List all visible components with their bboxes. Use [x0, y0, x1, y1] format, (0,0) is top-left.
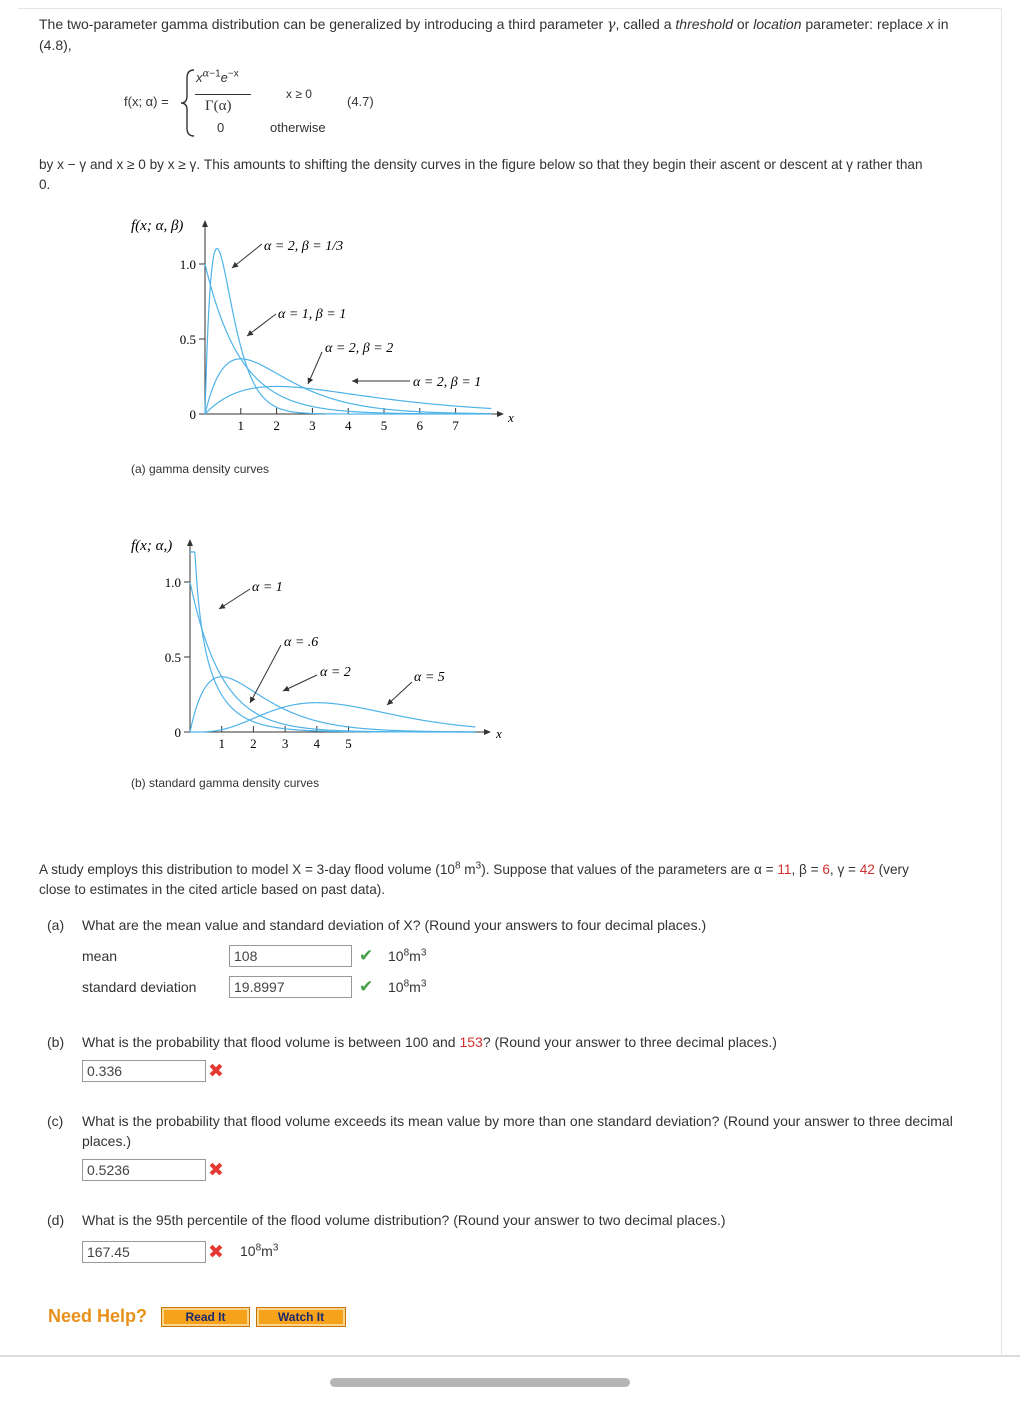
part-b-question [82, 1032, 982, 1052]
x-tick-label: 4 [344, 418, 352, 433]
x-tick-label: 3 [281, 736, 289, 751]
mean-label: mean [82, 948, 118, 964]
annotation-arrow [387, 682, 412, 705]
beta-value: 6 [822, 862, 830, 877]
density-curve-3 [190, 677, 475, 732]
equation-number: (4.7) [347, 94, 374, 109]
part-c-line-1: What is the probability that flood volume exceeds its mean value by more than one standard deviation? (Round your answer to three decimal [82, 1113, 953, 1129]
x-var: x [926, 16, 934, 32]
equation-reference: (4.8), [39, 37, 72, 53]
part-d-question: What is the 95th percentile of the flood volume distribution? (Round your answer to two decimal places.) [82, 1212, 726, 1228]
intro-or: or [736, 16, 750, 32]
part-b-text-a: What is the probability that flood volume is between 100 and [82, 1034, 460, 1050]
gamma-label: , γ = [829, 862, 860, 877]
percentile-unit: $10^8m^3$ [240, 1242, 279, 1259]
watch-it-button[interactable]: Watch It [256, 1307, 346, 1327]
intro-text-c: parameter: replace [805, 16, 923, 32]
chart-a-label-3: α = 2, β = 2 [325, 341, 394, 356]
study-line-2: close to estimates in the cited article based on past data). [39, 882, 386, 897]
chart-a-x-arrow-icon [497, 411, 504, 417]
x-tick-label: 6 [416, 418, 424, 433]
sd-input[interactable]: 19.8997 [229, 976, 352, 998]
part-c-question [82, 1111, 987, 1151]
part-a-question: What are the mean value and standard deviation of X? (Round your answers to four decimal places.) [82, 917, 707, 933]
intro-paragraph [39, 14, 989, 55]
chart-b-xlabel: x [496, 726, 502, 741]
shift-line-2: 0. [39, 177, 51, 192]
x-tick-label: 4 [313, 736, 321, 751]
study-exp-8: 8 [454, 860, 461, 872]
gamma-symbol: γ [607, 17, 616, 33]
chart-a-label-2: α = 1, β = 1 [278, 307, 347, 322]
cross-icon: ✖ [208, 1061, 224, 1082]
sd-label: standard deviation [82, 979, 197, 995]
chart-a-caption: (a) gamma density curves [131, 462, 270, 476]
study-text-c: ). Suppose that values of the parameters are α = [481, 862, 778, 877]
y-tick-label: 1.0 [164, 575, 181, 590]
chart-a-annotations [232, 239, 481, 390]
chart-b-caption: (b) standard gamma density curves [131, 776, 320, 790]
standard-gamma-chart [0, 525, 560, 775]
fraction-bar [195, 94, 251, 95]
need-help-label: Need Help? [48, 1306, 148, 1326]
formula-condition-1: x ≥ 0 [286, 87, 312, 101]
intro-text-b: , called a [615, 16, 672, 32]
chart-a-ylabel: f(x; α, β) [131, 218, 184, 234]
sd-unit: $10^8m^3$ [388, 978, 427, 995]
chart-a-y-arrow-icon [202, 220, 208, 227]
y-tick-label: 0 [174, 725, 181, 740]
shift-paragraph [39, 155, 999, 195]
check-icon: ✔ [359, 946, 374, 965]
chart-b-ylabel: f(x; α,) [131, 538, 173, 554]
x-tick-label: 2 [250, 736, 257, 751]
mean-unit: $10^8m^3$ [388, 947, 427, 964]
y-tick-label: 0.5 [164, 650, 181, 665]
read-it-button[interactable]: Read It [161, 1307, 250, 1327]
x-tick-label: 7 [452, 418, 459, 433]
annotation-arrow [250, 645, 281, 703]
threshold-term: threshold [675, 16, 733, 32]
annotation-arrow [247, 314, 276, 336]
left-brace-icon [178, 68, 198, 138]
mean-input[interactable]: 108 [229, 945, 352, 967]
annotation-arrow [308, 352, 322, 384]
horizontal-scrollbar[interactable] [330, 1378, 630, 1387]
upper-bound-value: 153 [459, 1034, 483, 1050]
y-tick-label: 0 [189, 407, 196, 422]
annotation-arrow [219, 589, 250, 609]
annotation-arrow [232, 244, 262, 268]
study-text-a: A study employs this distribution to model X = 3-day flood volume (10 [39, 862, 455, 877]
part-b-text-b: ? (Round your answer to three decimal places.) [482, 1034, 777, 1050]
formula-numerator: $x^{\alpha-1}e^{-x}$ [196, 68, 239, 85]
density-curve-2 [205, 264, 491, 414]
chart-a-xlabel: x [508, 410, 514, 425]
cross-icon: ✖ [208, 1242, 224, 1263]
chart-b-annotations [219, 580, 445, 705]
part-c-line-2: places.) [82, 1133, 132, 1149]
chart-b-label-2: α = .6 [284, 635, 319, 650]
percentile-input[interactable]: 167.45 [82, 1241, 206, 1263]
alpha-value: 11 [777, 862, 792, 877]
chart-b-x-arrow-icon [484, 729, 491, 735]
beta-label: , β = [791, 862, 823, 877]
cross-icon: ✖ [208, 1160, 224, 1181]
x-tick-label: 1 [237, 418, 245, 433]
probability-between-input[interactable]: 0.336 [82, 1060, 206, 1082]
gamma-density-chart [0, 200, 560, 490]
density-curve-2 [190, 552, 475, 732]
bottom-divider [0, 1355, 1020, 1357]
x-tick-label: 5 [380, 418, 388, 433]
y-tick-label: 1.0 [179, 257, 196, 272]
location-term: location [753, 16, 802, 32]
density-curve-4 [190, 703, 475, 732]
chart-b-label-1: α = 1 [252, 580, 283, 595]
x-tick-label: 3 [309, 418, 316, 433]
x-tick-label: 1 [218, 736, 225, 751]
part-a-label: (a) [47, 917, 65, 933]
study-text-d: (very [874, 862, 909, 877]
probability-exceeds-input[interactable]: 0.5236 [82, 1159, 206, 1181]
formula-condition-2: otherwise [270, 120, 326, 135]
formula-denominator: Γ(α) [205, 98, 232, 114]
gamma-value: 42 [859, 862, 875, 877]
part-d-label: (d) [47, 1212, 65, 1228]
annotation-arrow [283, 675, 317, 691]
chart-b-y-arrow-icon [187, 539, 193, 546]
intro-text: The two-parameter gamma distribution can be generalized by introducing a third parameter [39, 16, 604, 32]
shift-line-1: by x − γ and x ≥ 0 by x ≥ γ. This amounts to shifting the density curves in the figure below so that they begin their ascent or descent at γ rather than [39, 157, 923, 172]
y-tick-label: 0.5 [179, 332, 196, 347]
x-tick-label: 2 [273, 418, 280, 433]
study-text-b: m [460, 862, 476, 877]
formula-lhs: f(x; α) = [124, 94, 169, 109]
chart-b-label-4: α = 5 [414, 670, 445, 685]
x-tick-label: 5 [345, 736, 352, 751]
formula-zero: 0 [217, 120, 225, 135]
part-c-label: (c) [47, 1113, 64, 1129]
check-icon: ✔ [359, 977, 374, 996]
chart-a-label-1: α = 2, β = 1/3 [264, 239, 344, 254]
study-paragraph [39, 860, 989, 900]
intro-in: in [937, 16, 949, 32]
study-exp-3: 3 [475, 860, 482, 872]
chart-a-label-4: α = 2, β = 1 [413, 375, 482, 390]
part-b-label: (b) [47, 1034, 65, 1050]
chart-b-label-3: α = 2 [320, 665, 351, 680]
